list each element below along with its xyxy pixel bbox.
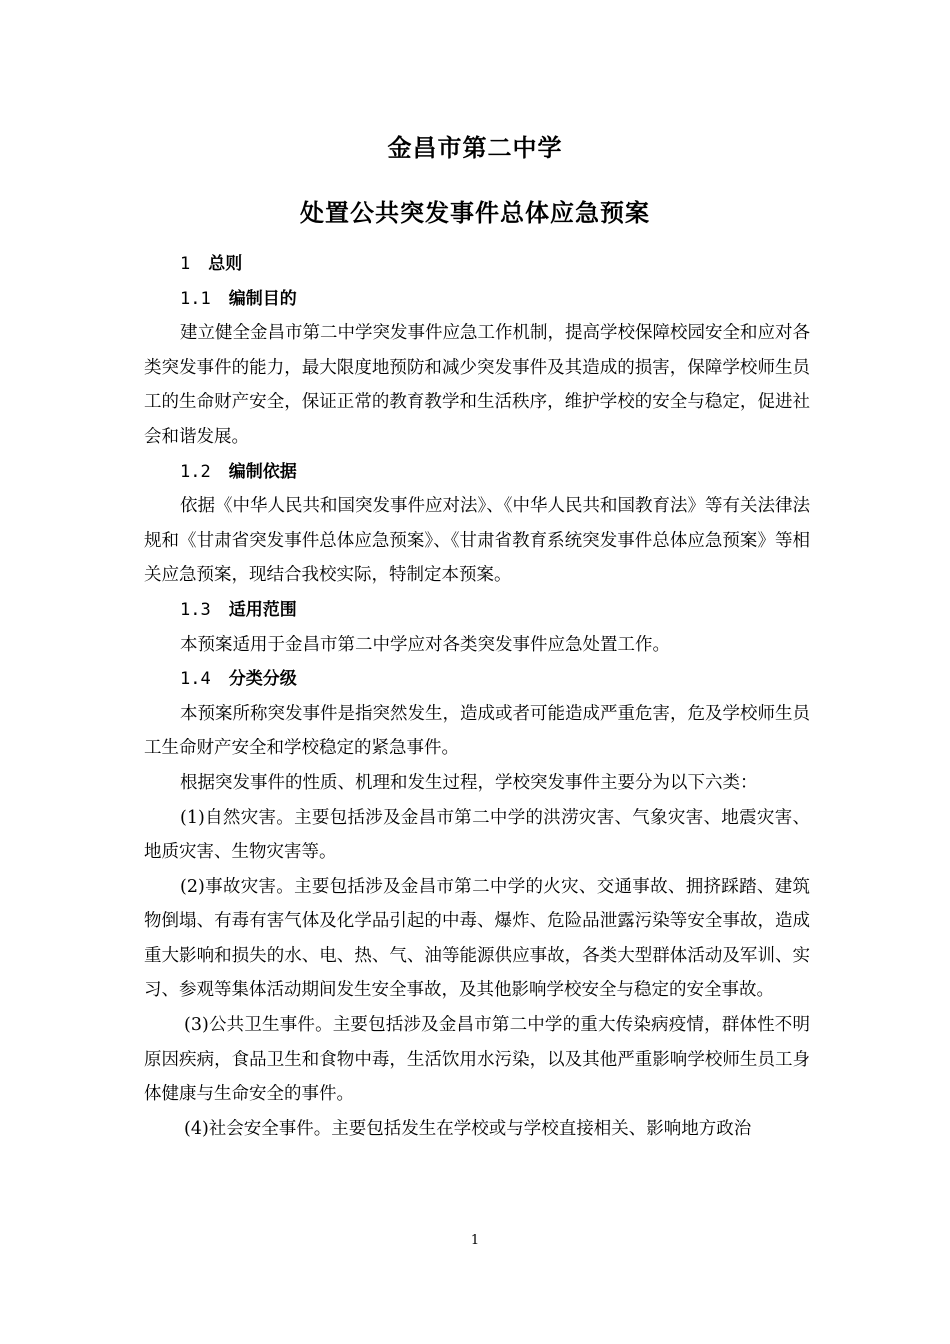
paragraph-public-health: (3)公共卫生事件。主要包括涉及金昌市第二中学的重大传染病疫情，群体性不明原因疾病，食品卫生和食物中毒，生活饮用水污染，以及其他严重影响学校师生员工身体健康与生命安全的事件。 — [144, 1015, 810, 1105]
paragraph-natural-disasters: (1)自然灾害。主要包括涉及金昌市第二中学的洪涝灾害、气象灾害、地震灾害、地质灾害、生物灾害等。 — [144, 807, 810, 863]
section-heading-1-2: 1.2 编制依据 — [180, 461, 297, 482]
paragraph-purpose: 建立健全金昌市第二中学突发事件应急工作机制，提高学校保障校园安全和应对各类突发事件的能力，最大限度地预防和减少突发事件及其造成的损害，保障学校师生员工的生命财产安全，保证正常的教育教学和生活秩序，维护学校的安全与稳定，促进社会和谐发展。 — [144, 323, 810, 447]
document-body — [144, 247, 810, 1146]
paragraph-accident-disasters: (2)事故灾害。主要包括涉及金昌市第二中学的火灾、交通事故、拥挤踩踏、建筑物倒塌、有毒有害气体及化学品引起的中毒、爆炸、危险品泄露污染等安全事故，造成重大影响和损失的水、电、热、气、油等能源供应事故，各类大型群体活动及军训、实习、参观等集体活动期间发生安全事故，及其他影响学校安全与稳定的安全事故。 — [144, 876, 810, 1001]
section-heading-1: 1 总则 — [180, 254, 243, 274]
paragraph-social-security: (4)社会安全事件。主要包括发生在学校或与学校直接相关、影响地方政治 — [184, 1118, 752, 1139]
document-title-plan: 处置公共突发事件总体应急预案 — [300, 199, 650, 227]
section-heading-1-4: 1.4 分类分级 — [180, 669, 297, 690]
document-title-school: 金昌市第二中学 — [387, 134, 563, 162]
paragraph-scope: 本预案适用于金昌市第二中学应对各类突发事件应急处置工作。 — [180, 634, 670, 655]
paragraph-categories-intro: 根据突发事件的性质、机理和发生过程，学校突发事件主要分为以下六类： — [180, 772, 758, 793]
paragraph-basis: 依据《中华人民共和国突发事件应对法》、《中华人民共和国教育法》等有关法律法规和《甘肃省突发事件总体应急预案》、《甘肃省教育系统突发事件总体应急预案》等相关应急预案，现结合我校实际，特制定本预案。 — [144, 496, 810, 586]
section-heading-1-1: 1.1 编制目的 — [180, 288, 297, 309]
page-number: 1 — [470, 1233, 480, 1248]
paragraph-definition: 本预案所称突发事件是指突然发生，造成或者可能造成严重危害，危及学校师生员工生命财产安全和学校稳定的紧急事件。 — [144, 703, 810, 759]
section-heading-1-3: 1.3 适用范围 — [180, 599, 297, 620]
